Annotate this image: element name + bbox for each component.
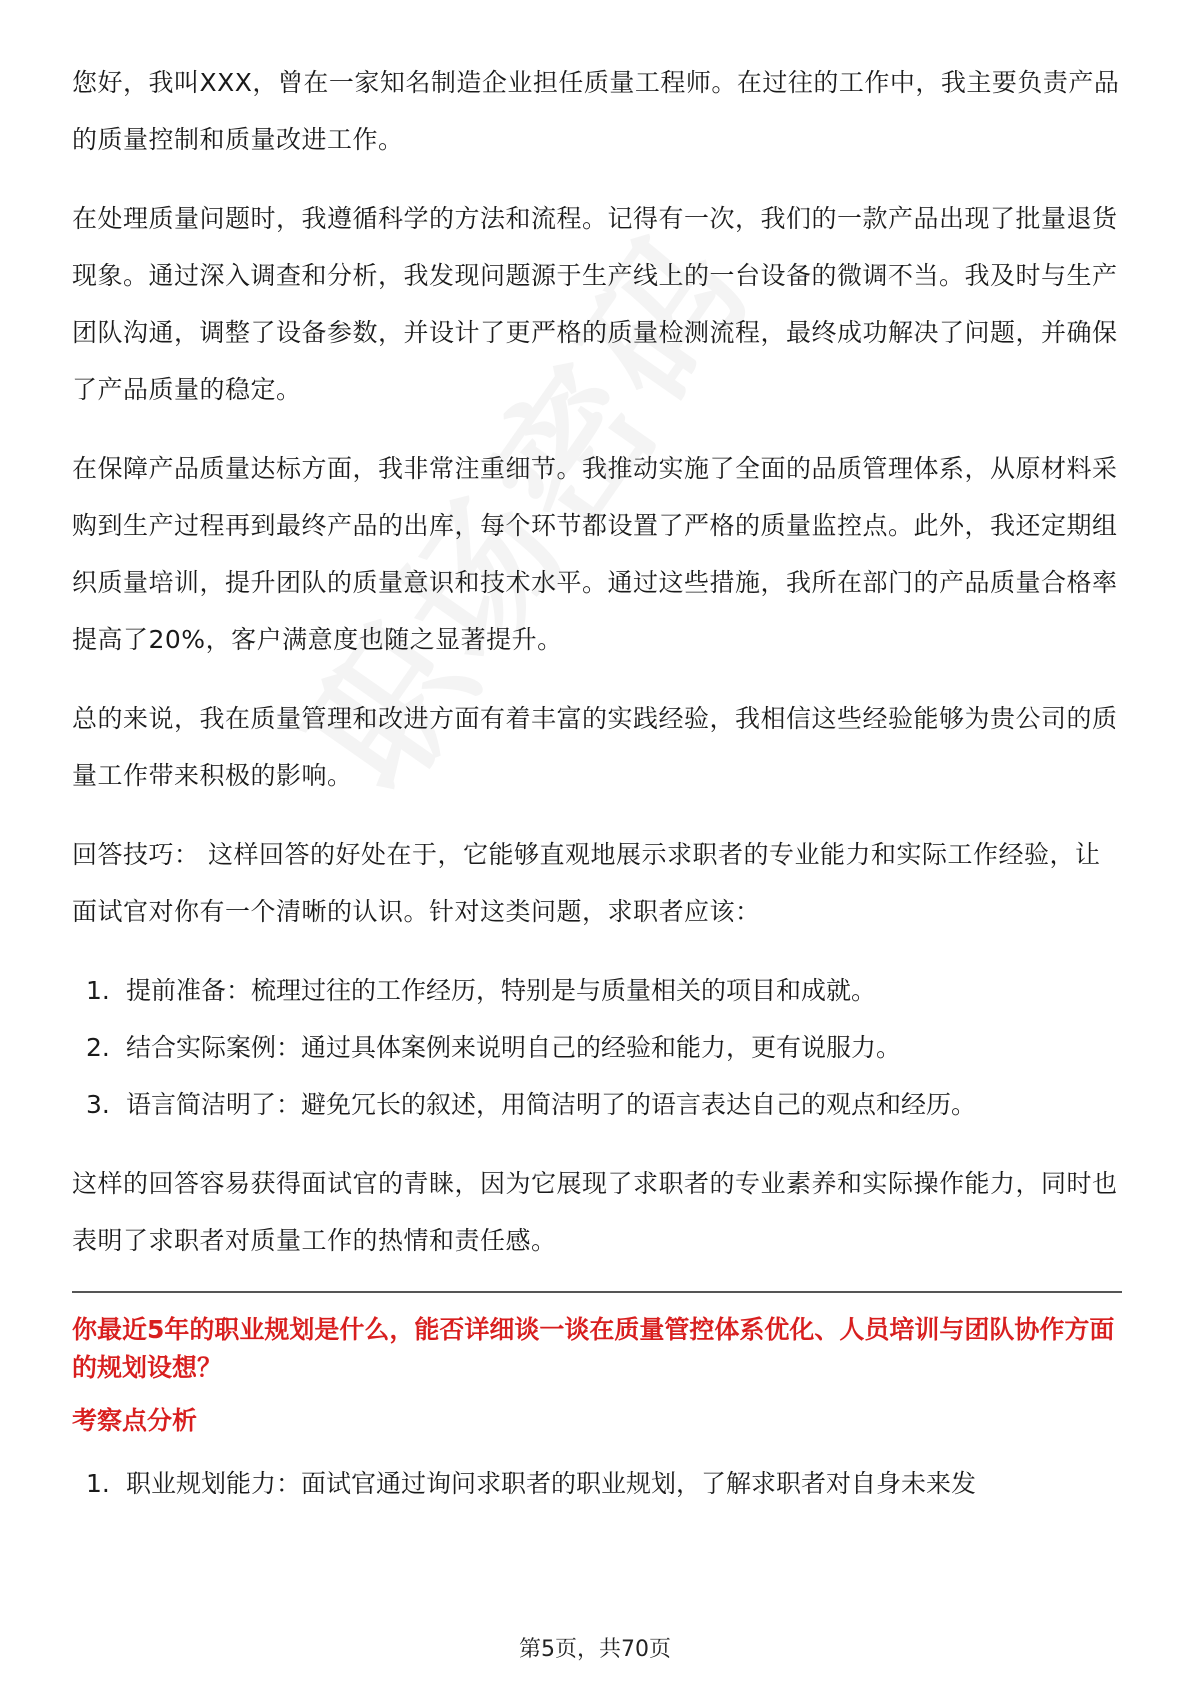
list-number: 1.	[86, 976, 110, 1005]
quality-assurance-paragraph: 在保障产品质量达标方面，我非常注重细节。我推动实施了全面的品质管理体系，从原材料采购到生产过程再到最终产品的出库，每个环节都设置了严格的质量监控点。此外，我还定期组织质量培训，提升团队的质量意识和技术水平。通过这些措施，我所在部门的产品质量合格率提高了20%，客户满意度也随之显著提升。	[72, 454, 1118, 654]
list-item	[72, 1019, 1122, 1076]
list-number: 2.	[86, 1033, 110, 1062]
page-footer: 第5页，共70页	[519, 1637, 671, 1662]
list-number: 3.	[86, 1090, 110, 1119]
list-item	[72, 1076, 1122, 1133]
section-divider	[72, 1291, 1122, 1293]
closing-paragraph: 这样的回答容易获得面试官的青睐，因为它展现了求职者的专业素养和实际操作能力，同时也表明了求职者对质量工作的热情和责任感。	[72, 1169, 1118, 1255]
list-item	[72, 962, 1122, 1019]
list-text: 提前准备：梳理过往的工作经历，特别是与质量相关的项目和成就。	[126, 976, 877, 1005]
analysis-list	[72, 1455, 1122, 1512]
summary-paragraph: 总的来说，我在质量管理和改进方面有着丰富的实践经验，我相信这些经验能够为贵公司的质量工作带来积极的影响。	[72, 704, 1118, 790]
list-text: 语言简洁明了：避免冗长的叙述，用简洁明了的语言表达自己的观点和经历。	[126, 1090, 977, 1119]
page-content	[72, 54, 1122, 1534]
intro-paragraph: 您好，我叫XXX，曾在一家知名制造企业担任质量工程师。在过往的工作中，我主要负责产品的质量控制和质量改进工作。	[72, 68, 1120, 154]
answer-tips-paragraph: 回答技巧： 这样回答的好处在于，它能够直观地展示求职者的专业能力和实际工作经验，让面试官对你有一个清晰的认识。针对这类问题，求职者应该：	[72, 840, 1101, 926]
list-item	[72, 1455, 1122, 1512]
problem-handling-paragraph: 在处理质量问题时，我遵循科学的方法和流程。记得有一次，我们的一款产品出现了批量退货现象。通过深入调查和分析，我发现问题源于生产线上的一台设备的微调不当。我及时与生产团队沟通，调整了设备参数，并设计了更严格的质量检测流程，最终成功解决了问题，并确保了产品质量的稳定。	[72, 204, 1118, 404]
tips-list	[72, 962, 1122, 1133]
list-text: 结合实际案例：通过具体案例来说明自己的经验和能力，更有说服力。	[126, 1033, 902, 1062]
analysis-heading: 考察点分析	[72, 1406, 198, 1435]
list-number: 1.	[86, 1469, 110, 1498]
next-question-heading: 你最近5年的职业规划是什么，能否详细谈一谈在质量管控体系优化、人员培训与团队协作方面的规划设想？	[72, 1315, 1115, 1382]
list-text: 职业规划能力：面试官通过询问求职者的职业规划，了解求职者对自身未来发	[126, 1469, 977, 1498]
